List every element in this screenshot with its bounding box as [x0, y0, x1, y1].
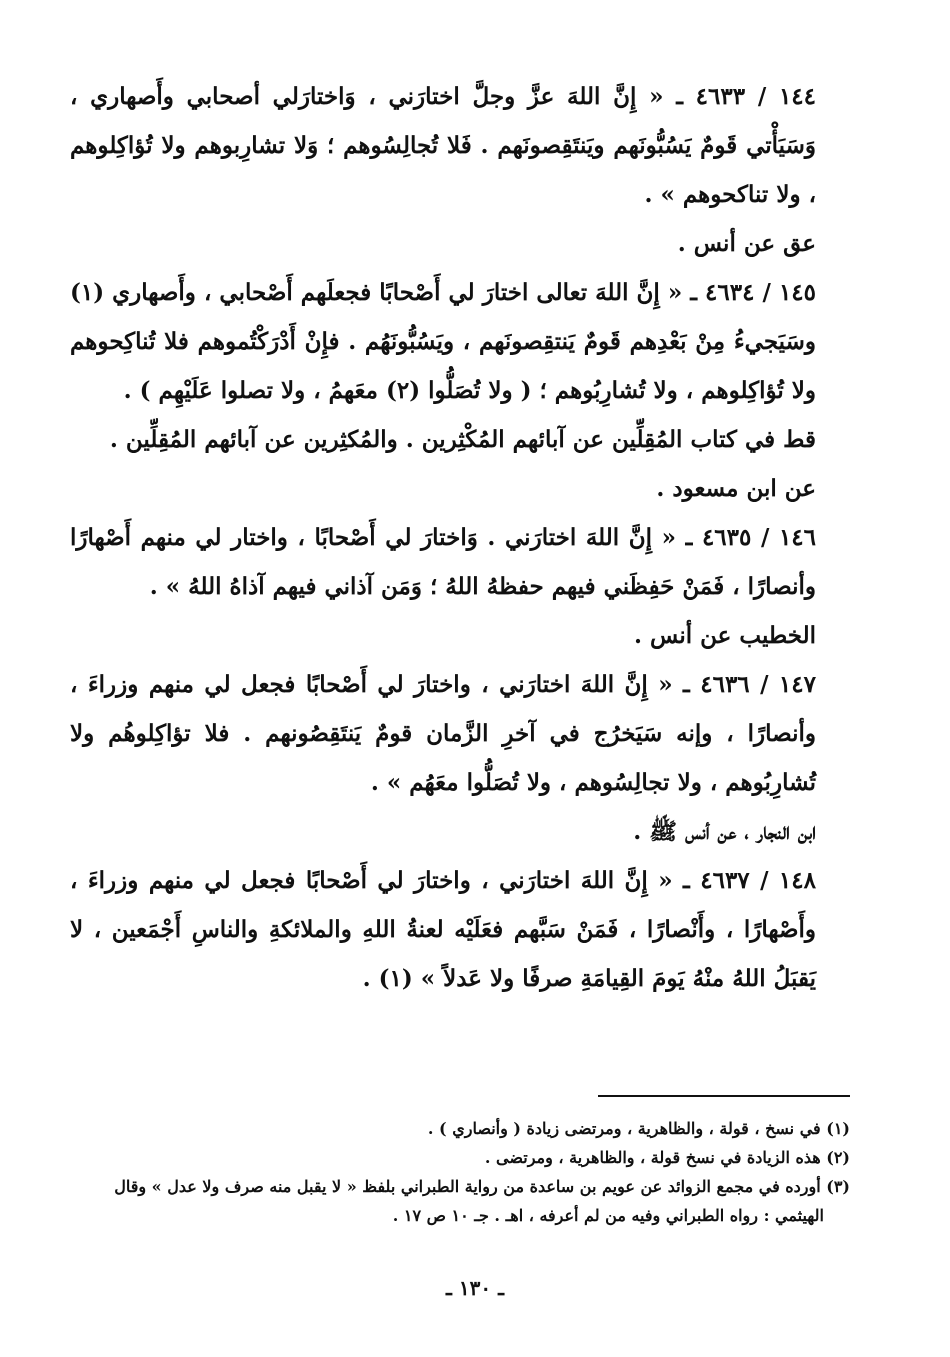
hadith-145: ١٤٥ / ٤٦٣٤ ـ « إِنَّ اللهَ تعالى اختارَ لي أَصْحابًا فجعلَهم أَصْحابي ، وأَصهاري (١) وسَيَجيءُ مِنْ بَعْدِهم قَومٌ يَنتقِصونَهم ، ويَسُبُّونَهُم . فإِنْ أَدْرَكْتُموهم فلا تُناكِحوهم ولا تُؤاكِلوهم ، ولا تُشارِبُوهم ؛ ( ولا تُصَلُّوا (٢) معَهمُ ، ولا تصلوا عَلَيْهِم ) . — [70, 279, 816, 404]
source-146: الخطيب عن أنس . — [633, 622, 816, 649]
main-text — [70, 72, 862, 1003]
footnote-divider — [598, 1095, 850, 1097]
source-145-a: قط في كتاب المُقِلِّين عن آبائهم المُكْثِرين . والمُكثِرين عن آبائهم المُقِلِّين . — [109, 426, 816, 453]
source-147: ابن النجار ، عن أنس ﷺ . — [633, 818, 816, 845]
source-145-b: عن ابن مسعود . — [656, 475, 816, 502]
footnotes — [82, 1114, 850, 1230]
hadith-147: ١٤٧ / ٤٦٣٦ ـ « إِنَّ اللهَ اختارَني ، واختارَ لي أَصْحابًا فجعل لي منهم وزراءَ ، وأنصارًا ، وإنه سَيَخرُج في آخرِ الزَّمان قومٌ يَنتَقِصُونهم . فلا تؤاكِلوهُم ولا تُشارِبُوهم ، ولا تجالِسُوهم ، ولا تُصَلُّوا معَهُم » . — [70, 671, 816, 796]
hadith-146: ١٤٦ / ٤٦٣٥ ـ « إِنَّ اللهَ اختارَني . وَاختارَ لي أَصْحابًا ، واختار لي منهم أَصْهارًا وأنصارًا ، فَمَنْ حَفِظَني فيهم حفظهُ اللهُ ؛ وَمَن آذاني فيهم آذاهُ اللهُ » . — [70, 524, 817, 600]
footnote-1: (١) في نسخ ، قولة ، والظاهرية ، ومرتضى زيادة ( وأنصاري ) . — [427, 1119, 850, 1138]
hadith-144: ١٤٤ / ٤٦٣٣ ـ « إِنَّ اللهَ عزَّ وجلَّ اختارَني ، وَاختارَلي أصحابي وأَصهاري ، وَسَيَأْتي قَومٌ يَسُبُّونَهم ويَنتَقِصونَهم . فَلا تُجالِسُوهم ؛ وَلا تشارِبوهم ولا تُؤاكِلوهم ، ولا تناكحوهم » . — [70, 83, 816, 208]
footnote-3-continued: الهيثمي : رواه الطبراني وفيه من لم أعرفه ، اهـ . جـ ١٠ ص ١٧ . — [392, 1206, 824, 1225]
source-144: عق عن أنس . — [677, 230, 816, 257]
footnote-2: (٢) هذه الزيادة في نسخ قولة ، والظاهرية ، ومرتضى . — [484, 1148, 850, 1167]
page-number: ـ ١٣٠ ـ — [446, 1276, 504, 1300]
footnote-3: (٣) أورده في مجمع الزوائد عن عويم بن ساعدة من رواية الطبراني بلفظ « لا يقبل منه صرف ولا عدل » وقال — [114, 1177, 850, 1196]
hadith-148: ١٤٨ / ٤٦٣٧ ـ « إِنَّ اللهَ اختارَني ، واختارَ لي أَصْحابًا فجعل لي منهم وزراءَ ، وأَصْهارًا ، وأَنْصارًا ، فَمَنْ سَبَّهم فعَلَيْه لعنةُ اللهِ والملائكةِ والناسِ أَجْمَعين ، لا يَقبَلُ اللهُ منْهُ يَومَ القِيامَةِ صرفًا ولا عَدلاً » (١) . — [70, 867, 816, 992]
